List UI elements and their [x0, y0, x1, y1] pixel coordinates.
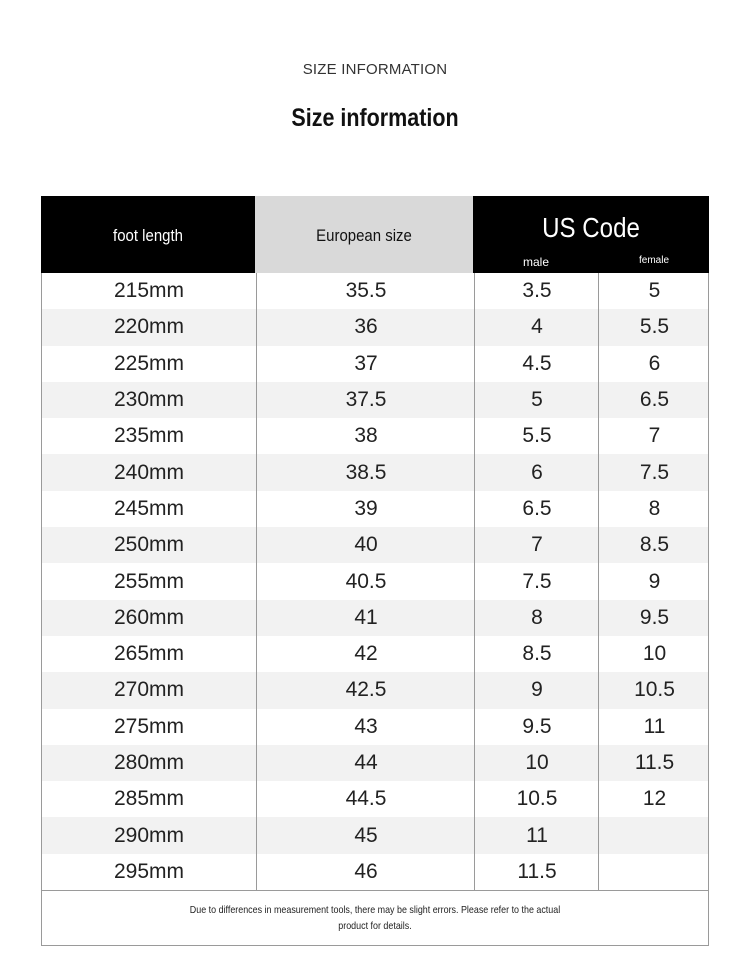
page-eyebrow: SIZE INFORMATION	[302, 61, 448, 78]
header-male-label: male	[523, 255, 550, 269]
cell-foot-length: 230mm	[113, 388, 185, 412]
cell-foot-length: 225mm	[113, 351, 185, 375]
size-table	[41, 196, 709, 946]
table-row	[42, 781, 708, 817]
table-row	[42, 672, 708, 708]
cell-european-size: 45	[256, 817, 475, 853]
cell-us-female: 6.5	[598, 382, 710, 418]
table-row	[42, 709, 708, 745]
cell-foot-length: 265mm	[113, 642, 185, 666]
cell-foot-length: 270mm	[113, 678, 185, 702]
table-row	[42, 346, 708, 382]
cell-foot-length: 240mm	[113, 460, 185, 484]
cell-us-female: 7	[598, 418, 710, 454]
cell-us-female: 6	[598, 346, 710, 382]
cell-us-female	[598, 854, 710, 890]
cell-us-male: 7	[474, 527, 599, 563]
cell-us-male: 7.5	[474, 563, 599, 599]
table-row	[42, 527, 708, 563]
cell-us-female: 11	[598, 709, 710, 745]
disclaimer-note	[41, 890, 709, 946]
cell-european-size: 35.5	[256, 273, 475, 309]
cell-european-size: 40	[256, 527, 475, 563]
header-foot-length	[41, 196, 255, 273]
table-row	[42, 817, 708, 853]
cell-european-size: 40.5	[256, 563, 475, 599]
table-row	[42, 636, 708, 672]
page-title: Size information	[291, 104, 459, 132]
cell-us-female: 8.5	[598, 527, 710, 563]
header-female-label: female	[639, 255, 670, 266]
cell-us-male: 10	[474, 745, 599, 781]
cell-us-male: 9.5	[474, 709, 599, 745]
header-us-code-label: US Code	[542, 212, 640, 243]
table-row	[42, 854, 708, 890]
table-row	[42, 418, 708, 454]
cell-us-female	[598, 817, 710, 853]
cell-us-male: 4	[474, 309, 599, 345]
cell-european-size: 46	[256, 854, 475, 890]
cell-foot-length: 215mm	[113, 279, 185, 303]
cell-european-size: 41	[256, 600, 475, 636]
table-row	[42, 309, 708, 345]
cell-us-female: 11.5	[598, 745, 710, 781]
cell-us-male: 6.5	[474, 491, 599, 527]
cell-us-female: 5.5	[598, 309, 710, 345]
table-row	[42, 745, 708, 781]
cell-us-female: 7.5	[598, 454, 710, 490]
cell-us-male: 8	[474, 600, 599, 636]
cell-foot-length: 245mm	[113, 496, 185, 520]
cell-us-male: 4.5	[474, 346, 599, 382]
cell-european-size: 37	[256, 346, 475, 382]
cell-us-male: 6	[474, 454, 599, 490]
cell-us-male: 11	[474, 817, 599, 853]
cell-european-size: 37.5	[256, 382, 475, 418]
cell-us-female: 10	[598, 636, 710, 672]
table-row	[42, 491, 708, 527]
cell-european-size: 38.5	[256, 454, 475, 490]
cell-foot-length: 275mm	[113, 714, 185, 738]
table-body	[41, 273, 709, 890]
cell-foot-length: 295mm	[113, 859, 185, 883]
cell-us-female: 10.5	[598, 672, 710, 708]
cell-foot-length: 280mm	[113, 751, 185, 774]
cell-foot-length: 255mm	[113, 569, 185, 593]
cell-european-size: 42	[256, 636, 475, 672]
header-european-size-label: European size	[316, 226, 412, 245]
cell-european-size: 44.5	[256, 781, 475, 817]
header-foot-length-label: foot length	[113, 226, 183, 245]
cell-us-male: 8.5	[474, 636, 599, 672]
table-row	[42, 273, 708, 309]
cell-foot-length: 250mm	[113, 533, 185, 557]
header-european-size	[255, 196, 473, 273]
cell-us-male: 3.5	[474, 273, 599, 309]
table-row	[42, 563, 708, 599]
cell-foot-length: 235mm	[113, 424, 185, 448]
cell-european-size: 43	[256, 709, 475, 745]
cell-us-female: 8	[598, 491, 710, 527]
table-row	[42, 454, 708, 490]
cell-us-male: 5.5	[474, 418, 599, 454]
cell-us-male: 10.5	[474, 781, 599, 817]
cell-foot-length: 290mm	[113, 823, 185, 847]
cell-european-size: 42.5	[256, 672, 475, 708]
table-header	[41, 196, 709, 273]
table-row	[42, 600, 708, 636]
cell-us-female: 9	[598, 563, 710, 599]
cell-foot-length: 285mm	[113, 787, 185, 811]
table-row	[42, 382, 708, 418]
cell-european-size: 44	[256, 745, 475, 781]
cell-foot-length: 220mm	[113, 315, 185, 339]
cell-european-size: 38	[256, 418, 475, 454]
cell-us-male: 9	[474, 672, 599, 708]
cell-european-size: 39	[256, 491, 475, 527]
cell-us-female: 12	[598, 781, 710, 817]
cell-us-female: 5	[598, 273, 710, 309]
cell-us-female: 9.5	[598, 600, 710, 636]
cell-us-male: 5	[474, 382, 599, 418]
cell-foot-length: 260mm	[113, 605, 185, 629]
disclaimer-text: Due to differences in measurement tools, there may be slight errors. Please refer to the actual product for details.	[189, 904, 561, 933]
cell-us-male: 11.5	[474, 854, 599, 890]
header-us-code	[473, 196, 709, 273]
cell-european-size: 36	[256, 309, 475, 345]
